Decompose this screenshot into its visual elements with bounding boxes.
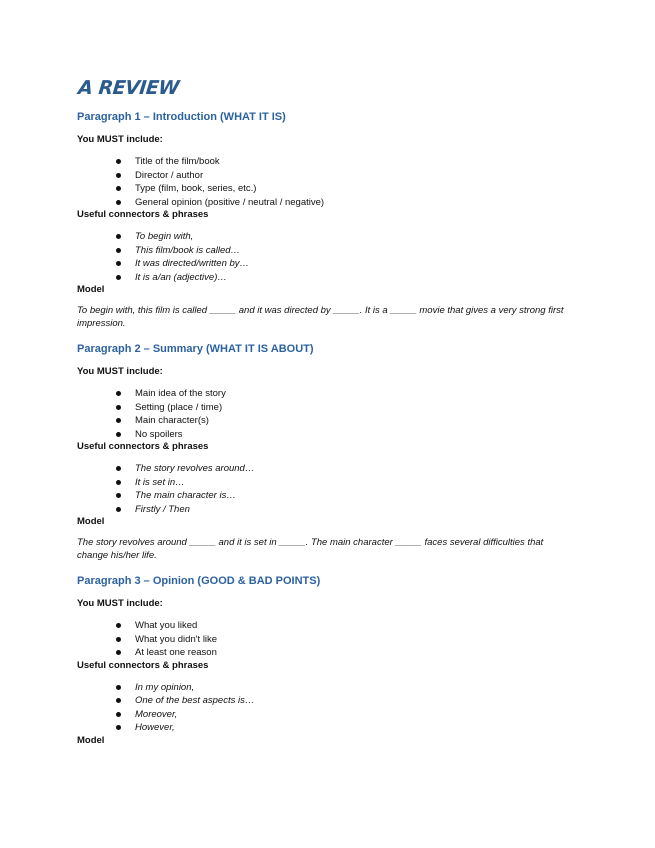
bullet-icon xyxy=(116,493,121,498)
model-label: Model xyxy=(77,284,105,295)
must-include-list xyxy=(77,619,595,660)
model-label: Model xyxy=(77,516,105,527)
bullet-icon xyxy=(116,261,121,266)
bullet-icon xyxy=(116,466,121,471)
list-item: The story revolves around… xyxy=(116,462,595,476)
list-item: One of the best aspects is… xyxy=(116,694,595,708)
section-introduction xyxy=(77,110,595,342)
connectors-list xyxy=(77,462,595,516)
section-opinion xyxy=(77,574,595,747)
bullet-icon xyxy=(116,405,121,410)
bullet-icon xyxy=(116,637,121,642)
list-item: This film/book is called… xyxy=(116,244,595,258)
list-item: What you liked xyxy=(116,619,595,633)
bullet-icon xyxy=(116,275,121,280)
connectors-list xyxy=(77,230,595,284)
list-item: However, xyxy=(116,721,595,735)
must-include-label: You MUST include: xyxy=(77,134,163,145)
bullet-icon xyxy=(116,159,121,164)
list-item: What you didn't like xyxy=(116,633,595,647)
section-heading: Paragraph 2 – Summary (WHAT IT IS ABOUT) xyxy=(77,343,314,355)
connectors-label: Useful connectors & phrases xyxy=(77,441,209,452)
must-include-list xyxy=(77,387,595,441)
list-item: No spoilers xyxy=(116,428,595,442)
bullet-icon xyxy=(116,391,121,396)
list-item: It is set in… xyxy=(116,476,595,490)
list-item: At least one reason xyxy=(116,646,595,660)
model-text: The story revolves around _____ and it is set in _____. The main character _____ faces several difficulties that change his/her life. xyxy=(77,537,544,561)
list-item: The main character is… xyxy=(116,489,595,503)
model-text: To begin with, this film is called _____ and it was directed by _____. It is a _____ movie that gives a very strong first impression. xyxy=(77,305,564,329)
bullet-icon xyxy=(116,186,121,191)
bullet-icon xyxy=(116,623,121,628)
list-item: Main character(s) xyxy=(116,414,595,428)
list-item: Type (film, book, series, etc.) xyxy=(116,182,595,196)
must-include-label: You MUST include: xyxy=(77,598,163,609)
bullet-icon xyxy=(116,200,121,205)
model-label: Model xyxy=(77,734,105,746)
section-summary xyxy=(77,342,595,574)
section-heading: Paragraph 3 – Opinion (GOOD & BAD POINTS) xyxy=(77,575,321,587)
list-item: To begin with, xyxy=(116,230,595,244)
list-item: Setting (place / time) xyxy=(116,401,595,415)
list-item: Director / author xyxy=(116,169,595,183)
document-title: A REVIEW xyxy=(77,77,181,99)
connectors-list xyxy=(77,681,595,735)
list-item: General opinion (positive / neutral / negative) xyxy=(116,196,595,210)
bullet-icon xyxy=(116,248,121,253)
list-item: It was directed/written by… xyxy=(116,257,595,271)
must-include-list xyxy=(77,155,595,209)
list-item: Main idea of the story xyxy=(116,387,595,401)
bullet-icon xyxy=(116,712,121,717)
list-item: In my opinion, xyxy=(116,681,595,695)
bullet-icon xyxy=(116,507,121,512)
connectors-label: Useful connectors & phrases xyxy=(77,209,209,220)
bullet-icon xyxy=(116,480,121,485)
list-item: It is a/an (adjective)… xyxy=(116,271,595,285)
bullet-icon xyxy=(116,698,121,703)
must-include-label: You MUST include: xyxy=(77,366,163,377)
bullet-icon xyxy=(116,650,121,655)
bullet-icon xyxy=(116,234,121,239)
list-item: Title of the film/book xyxy=(116,155,595,169)
connectors-label: Useful connectors & phrases xyxy=(77,659,209,671)
list-item: Moreover, xyxy=(116,708,595,722)
bullet-icon xyxy=(116,432,121,437)
bullet-icon xyxy=(116,725,121,730)
section-heading: Paragraph 1 – Introduction (WHAT IT IS) xyxy=(77,111,286,123)
list-item: Firstly / Then xyxy=(116,503,595,517)
bullet-icon xyxy=(116,418,121,423)
bullet-icon xyxy=(116,685,121,690)
bullet-icon xyxy=(116,173,121,178)
